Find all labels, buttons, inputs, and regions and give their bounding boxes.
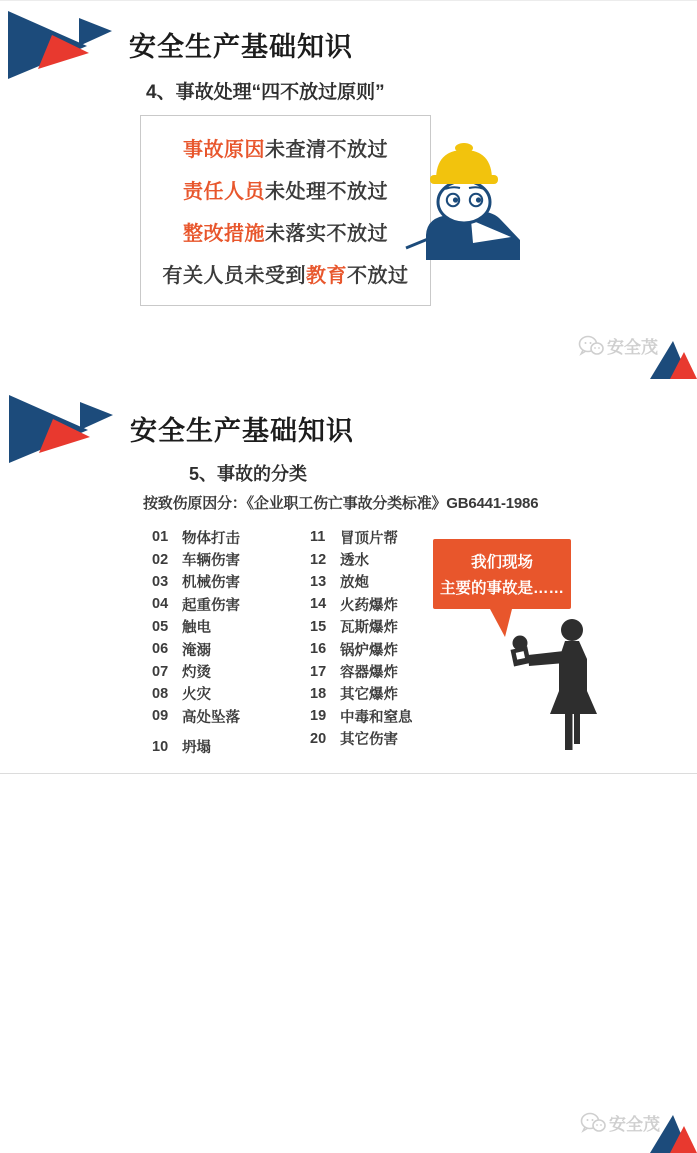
brand-triangles-icon	[2, 5, 114, 87]
category-item: 19 中毒和窒息	[310, 708, 413, 726]
speech-bubble	[433, 539, 571, 609]
watermark-text: 安全茂	[609, 1115, 660, 1134]
category-item: 02 车辆伤害	[152, 551, 240, 570]
principle-line: 责任人员未处理不放过	[183, 180, 388, 203]
category-list-left	[152, 526, 240, 758]
category-item: 06 淹溺	[152, 641, 211, 659]
category-item: 07 灼烫	[152, 663, 211, 682]
slide1-subtitle: 4、事故处理“四不放过原则”	[146, 82, 385, 103]
speech-bubble-tail	[490, 609, 512, 637]
category-item: 13 放炮	[310, 573, 369, 592]
principle-line: 有关人员未受到教育不放过	[162, 265, 409, 288]
slide1-title: 安全生产基础知识	[129, 32, 353, 62]
category-item: 15 瓦斯爆炸	[310, 618, 398, 637]
corner-triangles-icon	[650, 341, 697, 379]
category-item: 08 火灾	[152, 685, 211, 704]
watermark	[578, 333, 658, 358]
category-item: 05 触电	[152, 618, 211, 637]
corner-triangles-icon	[650, 1115, 697, 1153]
worker-mascot-icon	[403, 142, 521, 262]
speech-bubble-line: 主要的事故是……	[439, 580, 564, 597]
category-item: 09 高处坠落	[152, 708, 240, 726]
category-list-right	[310, 526, 413, 750]
category-item: 16 锅炉爆炸	[310, 641, 398, 659]
reporter-silhouette-icon	[498, 611, 603, 756]
watermark-text: 安全茂	[607, 338, 658, 357]
wechat-icon	[578, 335, 604, 357]
principle-line: 整改措施未落实不放过	[183, 223, 388, 246]
category-item: 01 物体打击	[152, 529, 240, 547]
category-item: 14 火药爆炸	[310, 596, 398, 614]
wechat-icon	[580, 1112, 606, 1134]
category-item: 04 起重伤害	[152, 596, 240, 614]
principle-line: 事故原因未查清不放过	[183, 138, 388, 161]
slide2-title: 安全生产基础知识	[130, 416, 354, 446]
principles-box	[140, 115, 431, 306]
watermark	[580, 1110, 660, 1135]
slide-2	[0, 379, 697, 1134]
speech-bubble-line: 我们现场	[470, 554, 533, 571]
category-item: 20 其它伤害	[310, 730, 398, 749]
category-item: 12 透水	[310, 551, 369, 570]
brand-triangles-icon	[3, 389, 115, 471]
category-item: 10 坍塌	[152, 738, 211, 757]
slide-1	[0, 1, 697, 379]
category-item: 18 其它爆炸	[310, 685, 398, 704]
category-item: 03 机械伤害	[152, 573, 240, 592]
category-item: 17 容器爆炸	[310, 663, 398, 682]
slide2-subtitle: 5、事故的分类	[189, 464, 308, 484]
classification-standard: 按致伤原因分：《企业职工伤亡事故分类标准》GB6441-1986	[143, 495, 539, 512]
category-item: 11 冒顶片帮	[310, 529, 398, 547]
